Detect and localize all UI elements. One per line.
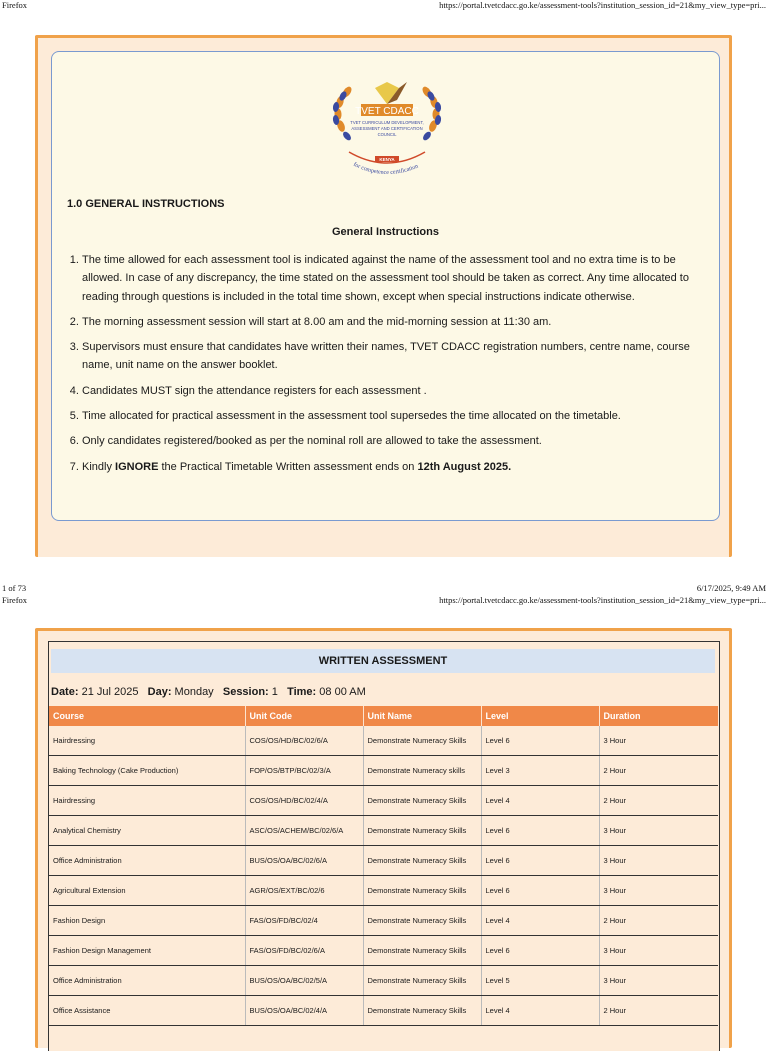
instruction-item: 7. Kindly IGNORE the Practical Timetable Written assessment ends on 12th August 2025. <box>82 458 712 476</box>
table-row <box>49 786 718 816</box>
table-row <box>49 936 718 966</box>
level-cell: Level 6 <box>481 726 599 756</box>
table-row <box>49 756 718 786</box>
course-cell: Baking Technology (Cake Production) <box>49 756 245 786</box>
instructions-list <box>67 251 712 483</box>
table-row <box>49 846 718 876</box>
course-cell: Hairdressing <box>49 786 245 816</box>
print-browser-name: Firefox <box>2 0 28 10</box>
svg-text:TVET CURRICULUM DEVELOPMENT,: TVET CURRICULUM DEVELOPMENT, <box>350 120 424 125</box>
course-cell: Hairdressing <box>49 726 245 756</box>
unit-code-cell: FOP/OS/BTP/BC/02/3/A <box>245 756 363 786</box>
session-info: Date: 21 Jul 2025 Day: Monday Session: 1 Time: 08 00 AM <box>51 686 366 698</box>
column-header-duration: Duration <box>599 706 718 726</box>
table-row <box>49 966 718 996</box>
schedule-title: WRITTEN ASSESSMENT <box>51 649 715 673</box>
unit-name-cell: Demonstrate Numeracy Skills <box>363 726 481 756</box>
level-cell: Level 4 <box>481 996 599 1026</box>
unit-code-cell: ASC/OS/ACHEM/BC/02/6/A <box>245 816 363 846</box>
page-2-frame <box>35 628 732 1048</box>
table-row <box>49 876 718 906</box>
column-header-unit-name: Unit Name <box>363 706 481 726</box>
section-heading: 1.0 GENERAL INSTRUCTIONS <box>67 198 225 210</box>
instruction-item: 5. Time allocated for practical assessment in the assessment tool supersedes the time allocated on the timetable. <box>82 407 712 425</box>
duration-cell: 2 Hour <box>599 906 718 936</box>
column-header-unit-code: Unit Code <box>245 706 363 726</box>
instructions-title: General Instructions <box>332 226 439 238</box>
instruction-item: 1. The time allowed for each assessment tool is indicated against the name of the assessment tool and no extra time is to be allowed. In case of any discrepancy, the time stated on the assessment tool should be taken as correct. Any time allocated to reading through questions is included in the total time shown, except when special instructions indicate otherwise. <box>82 251 712 306</box>
instructions-card <box>51 51 720 521</box>
unit-name-cell: Demonstrate Numeracy Skills <box>363 906 481 936</box>
level-cell: Level 4 <box>481 786 599 816</box>
unit-code-cell: AGR/OS/EXT/BC/02/6 <box>245 876 363 906</box>
schedule-table <box>49 706 718 1026</box>
unit-code-cell: BUS/OS/OA/BC/02/5/A <box>245 966 363 996</box>
level-cell: Level 6 <box>481 936 599 966</box>
svg-text:ASSESSMENT AND CERTIFICATION: ASSESSMENT AND CERTIFICATION <box>351 126 423 131</box>
instruction-item: 3. Supervisors must ensure that candidates have written their names, TVET CDACC registration numbers, centre name, course name, unit name on the answer booklet. <box>82 338 712 375</box>
tvet-cdacc-logo <box>327 74 447 184</box>
duration-cell: 3 Hour <box>599 726 718 756</box>
level-cell: Level 3 <box>481 756 599 786</box>
course-cell: Agricultural Extension <box>49 876 245 906</box>
table-header-row <box>49 706 718 726</box>
course-cell: Office Assistance <box>49 996 245 1026</box>
unit-name-cell: Demonstrate Numeracy Skills <box>363 936 481 966</box>
duration-cell: 2 Hour <box>599 756 718 786</box>
unit-code-cell: FAS/OS/FD/BC/02/6/A <box>245 936 363 966</box>
print-url: https://portal.tvetcdacc.go.ke/assessment-tools?institution_session_id=21&my_view_type=pri... <box>439 595 766 605</box>
column-header-level: Level <box>481 706 599 726</box>
unit-name-cell: Demonstrate Numeracy Skills <box>363 786 481 816</box>
column-header-course: Course <box>49 706 245 726</box>
unit-code-cell: FAS/OS/FD/BC/02/4 <box>245 906 363 936</box>
svg-text:TVET CDACC: TVET CDACC <box>355 106 419 117</box>
level-cell: Level 5 <box>481 966 599 996</box>
table-row <box>49 996 718 1026</box>
svg-text:KENYA: KENYA <box>379 157 395 162</box>
unit-name-cell: Demonstrate Numeracy Skills <box>363 996 481 1026</box>
svg-text:for competence certification: for competence certification <box>352 161 420 177</box>
page-count: 1 of 73 <box>2 583 27 593</box>
table-row <box>49 906 718 936</box>
page-1-frame <box>35 35 732 557</box>
duration-cell: 3 Hour <box>599 876 718 906</box>
print-url: https://portal.tvetcdacc.go.ke/assessment-tools?institution_session_id=21&my_view_type=pri... <box>439 0 766 10</box>
duration-cell: 2 Hour <box>599 996 718 1026</box>
svg-text:COUNCIL: COUNCIL <box>377 132 397 137</box>
schedule-body <box>49 726 718 1026</box>
instruction-item: 6. Only candidates registered/booked as per the nominal roll are allowed to take the assessment. <box>82 432 712 450</box>
unit-name-cell: Demonstrate Numeracy Skills <box>363 846 481 876</box>
unit-code-cell: COS/OS/HD/BC/02/4/A <box>245 786 363 816</box>
course-cell: Fashion Design <box>49 906 245 936</box>
course-cell: Analytical Chemistry <box>49 816 245 846</box>
duration-cell: 3 Hour <box>599 936 718 966</box>
level-cell: Level 6 <box>481 816 599 846</box>
level-cell: Level 6 <box>481 876 599 906</box>
level-cell: Level 4 <box>481 906 599 936</box>
instruction-item: 4. Candidates MUST sign the attendance registers for each assessment . <box>82 382 712 400</box>
table-row <box>49 726 718 756</box>
duration-cell: 3 Hour <box>599 966 718 996</box>
unit-code-cell: COS/OS/HD/BC/02/6/A <box>245 726 363 756</box>
table-row <box>49 816 718 846</box>
instruction-item: 2. The morning assessment session will start at 8.00 am and the mid-morning session at 11:30 am. <box>82 313 712 331</box>
schedule-panel <box>48 641 720 1051</box>
duration-cell: 3 Hour <box>599 816 718 846</box>
duration-cell: 3 Hour <box>599 846 718 876</box>
course-cell: Office Administration <box>49 966 245 996</box>
unit-name-cell: Demonstrate Numeracy Skills <box>363 816 481 846</box>
unit-code-cell: BUS/OS/OA/BC/02/6/A <box>245 846 363 876</box>
level-cell: Level 6 <box>481 846 599 876</box>
unit-code-cell: BUS/OS/OA/BC/02/4/A <box>245 996 363 1026</box>
duration-cell: 2 Hour <box>599 786 718 816</box>
print-datetime: 6/17/2025, 9:49 AM <box>696 583 766 593</box>
unit-name-cell: Demonstrate Numeracy skills <box>363 756 481 786</box>
course-cell: Fashion Design Management <box>49 936 245 966</box>
unit-name-cell: Demonstrate Numeracy Skills <box>363 966 481 996</box>
print-browser-name: Firefox <box>2 595 28 605</box>
course-cell: Office Administration <box>49 846 245 876</box>
unit-name-cell: Demonstrate Numeracy Skills <box>363 876 481 906</box>
